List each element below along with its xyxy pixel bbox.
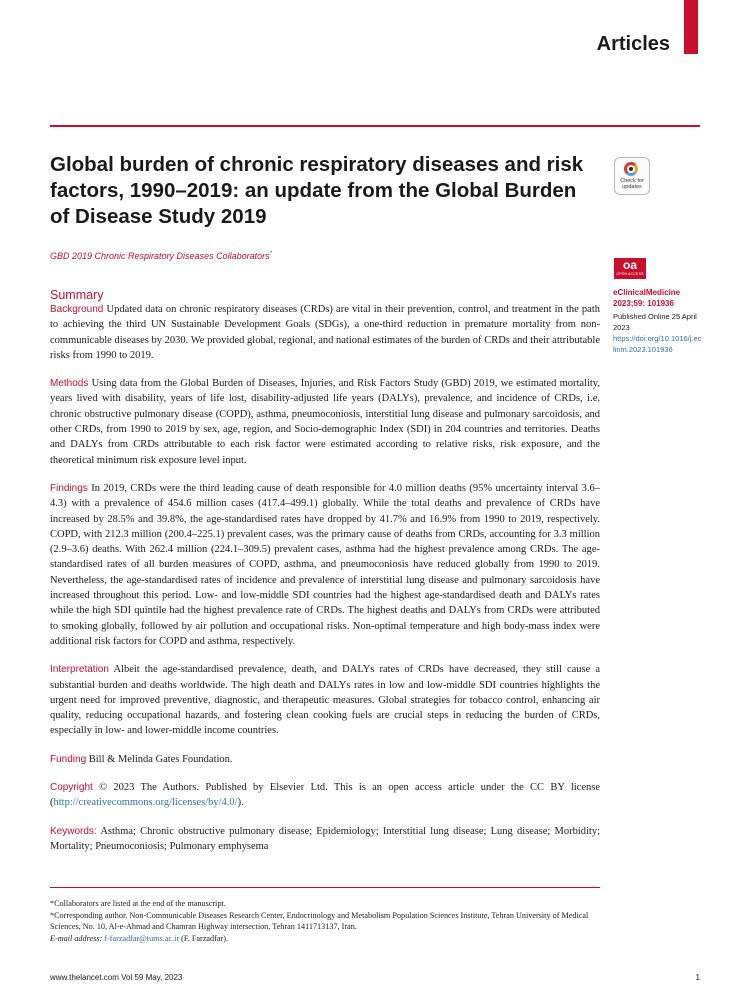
- citation: 2023;59: 101936: [613, 299, 674, 308]
- interpretation-label: Interpretation: [50, 664, 109, 676]
- background-paragraph: [50, 302, 600, 363]
- funding-paragraph: [50, 752, 600, 767]
- findings-text: In 2019, CRDs were the third leading cause of death responsible for 4.0 million deaths (95% uncertainty interval 3.6–4.3) with a prevalence of 454.6 million cases (417.4–499.1) globally. While the total deaths and prevalence of CRDs have increased by 28.5% and 39.8%, the age-standardised rates have dropped by 41.7% and 16.9% from 1990 to 2019, respectively. COPD, with 212.3 million (200.4–225.1) prevalent cases, was the primary cause of deaths from CRDs, accounting for 3.3 million (2.9–3.6) deaths. With 262.4 million (224.1–309.5) prevalent cases, asthma had the highest prevalence among CRDs. The age-standardised rates of all burden measures of COPD, asthma, and pneumoconiosis have reduced globally from 1990 to 2019. Nevertheless, the age-standardised rates of incidence and prevalence of interstitial lung disease and pulmonary sarcoidosis have increased throughout this period. Low- and low-middle SDI countries had the highest age-standardised death and DALYs rates while the high SDI quintile had the highest prevalence rate of CRDs. The highest deaths and DALYs from CRDs were attributed to smoking globally, followed by air pollution and occupational risks. Non-optimal temperature and high body-mass index were additional risk factors for COPD and asthma, respectively.: [50, 482, 600, 647]
- funding-text: Bill & Melinda Gates Foundation.: [88, 753, 233, 765]
- section-color-tab: [684, 0, 698, 54]
- copyright-end: ).: [237, 797, 244, 809]
- check-for-updates-label: Check for updates: [620, 178, 644, 190]
- author-group[interactable]: [50, 251, 272, 261]
- collaborators-note: *Collaborators are listed at the end of the manuscript.: [50, 899, 226, 908]
- methods-paragraph: [50, 376, 600, 468]
- doi-link[interactable]: https://doi.org/10.1016/j.eclinm.2023.101936: [613, 334, 702, 354]
- copyright-paragraph: [50, 780, 600, 811]
- journal-name: eClinicalMedicine: [613, 288, 681, 297]
- keywords-paragraph: [50, 824, 600, 855]
- email-line: [50, 933, 600, 945]
- background-label: Background: [50, 304, 104, 315]
- funding-label: Funding: [50, 753, 87, 765]
- summary-heading: Summary: [50, 288, 104, 302]
- section-label: Articles: [596, 33, 670, 55]
- abstract-body: [50, 302, 600, 867]
- email-owner: (F. Farzadfar).: [181, 933, 229, 943]
- footnotes: [50, 898, 600, 944]
- email-label: E-mail address:: [50, 933, 103, 943]
- methods-text: Using data from the Global Burden of Diseases, Injuries, and Risk Factors Study (GBD) 2019, we estimated mortality, years lived with disability, years of life lost, disability-adjusted life years (DALYs), prevalence, and incidence of CRDs, i.e. chronic obstructive pulmonary disease (COPD), asthma, pneumoconiosis, interstitial lung disease and pulmonary sarcoidosis, and other CRDs, from 1990 to 2019 by sex, age, region, and Socio-demographic Index (SDI) in 204 countries and territories. Deaths and DALYs from CRDs attributable to each risk factor were estimated according to relative risks, risk exposure, and the theoretical minimum risk exposure level input.: [50, 378, 601, 466]
- copyright-text: © 2023 The Authors. Published by Elsevier Ltd. This is an open access article under the CC BY license (: [50, 782, 600, 809]
- header-divider: [50, 125, 700, 127]
- keywords-label: Keywords:: [50, 825, 97, 837]
- article-title: Global burden of chronic respiratory diseases and risk factors, 1990–2019: an update from the Global Burden of Disease Study 2019: [50, 153, 584, 228]
- methods-label: Methods: [50, 378, 89, 390]
- oa-logo-text: oa: [622, 258, 637, 272]
- crossmark-icon: [624, 162, 638, 176]
- footnote-divider: [50, 887, 600, 888]
- author-footnote-mark: *: [269, 251, 272, 257]
- published-online-date: Published Online 25 April 2023: [613, 312, 697, 332]
- findings-label: Findings: [50, 482, 88, 494]
- findings-paragraph: [50, 481, 600, 649]
- oa-logo-subtext: OPEN ACCESS: [616, 272, 644, 276]
- article-info-sidebar: [613, 287, 703, 355]
- corresponding-author-note: *Corresponding author. Non-Communicable Diseases Research Center, Endocrinology and Metabolism Population Sciences Institute, Tehran University of Medical Sciences, No. 10, Al-e-Ahmad and Chamran Highway intersection, Tehran 1411713137, Iran.: [50, 910, 589, 931]
- author-group-name: GBD 2019 Chronic Respiratory Diseases Collaborators: [50, 251, 270, 261]
- background-text: Updated data on chronic respiratory diseases (CRDs) are vital in their prevention, control, and treatment in the path to achieving the third UN Sustainable Development Goals (SDGs), a one-third reduction in premature mortality from non-communicable diseases by 2030. We provided global, regional, and national estimates of the burden of CRDs and their attributable risks from 1990 to 2019.: [50, 304, 601, 361]
- page-number: 1: [695, 973, 700, 982]
- copyright-label: Copyright: [50, 782, 93, 794]
- check-for-updates-badge[interactable]: [614, 157, 650, 195]
- interpretation-text: Albeit the age-standardised prevalence, death, and DALYs rates of CRDs have decreased, they still cause a substantial burden and deaths worldwide. The high death and DALYs rates in low and low-middle SDI countries highlights the urgent need for improved preventive, diagnostic, and therapeutic measures. Global strategies for tobacco control, enhancing air quality, reducing occupational hazards, and fostering clean cooking fuels are crucial steps in reducing the burden of CRDs, especially in low- and lower-middle income countries.: [50, 664, 601, 737]
- open-access-logo: [614, 258, 646, 279]
- footer-journal-info: www.thelancet.com Vol 59 May, 2023: [50, 973, 183, 982]
- page-footer: [50, 973, 700, 982]
- license-link[interactable]: http://creativecommons.org/licenses/by/4.0/: [53, 797, 238, 809]
- keywords-text: Asthma; Chronic obstructive pulmonary disease; Epidemiology; Interstitial lung disease; Lung disease; Morbidity; Mortality; Pneumoconiosis; Pulmonary emphysema: [50, 825, 601, 852]
- email-link[interactable]: f-farzadfar@tums.ac.ir: [104, 933, 180, 943]
- interpretation-paragraph: [50, 662, 600, 738]
